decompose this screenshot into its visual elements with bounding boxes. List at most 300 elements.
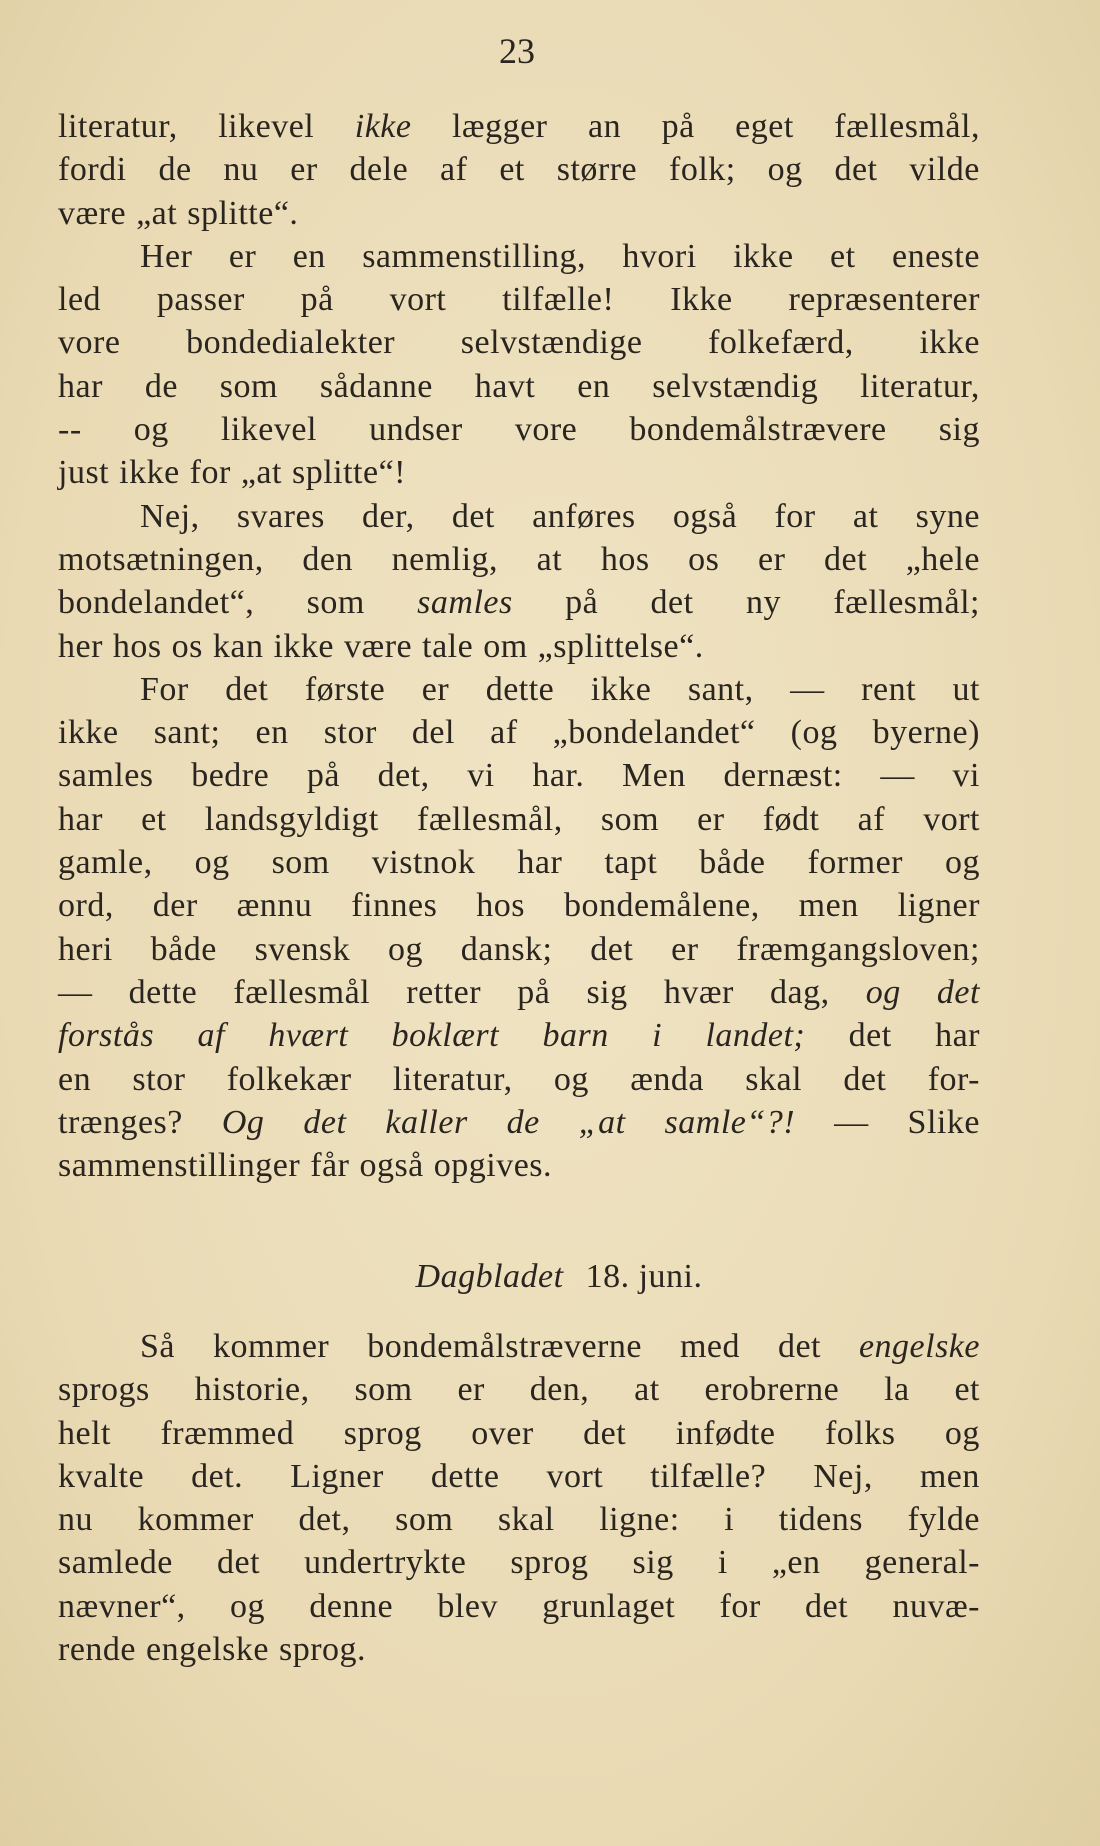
word: „bondelandet“ [552, 714, 756, 752]
word: det. [191, 1457, 244, 1495]
word: det [805, 1587, 849, 1625]
word: gamle, [58, 844, 153, 882]
word: tapt [604, 844, 658, 882]
word: sammenstillinger [58, 1147, 301, 1185]
word: dette [430, 1457, 500, 1495]
word: en [58, 1060, 92, 1098]
word: er [421, 670, 450, 708]
word: den [302, 540, 353, 578]
word: på [306, 757, 340, 795]
word: sant; [153, 714, 221, 752]
word: (og [790, 714, 838, 752]
word: tale [422, 627, 474, 665]
word: dansk; [460, 930, 553, 968]
text-line [58, 321, 980, 364]
text-line [58, 711, 980, 754]
word: vi [467, 757, 495, 795]
word: er [457, 1371, 485, 1409]
word: rende [58, 1631, 137, 1669]
word: for- [927, 1060, 980, 1098]
word: vore [514, 411, 578, 449]
word: det [590, 930, 634, 968]
word: dernæst: [723, 757, 843, 795]
text-line [58, 1585, 980, 1628]
word: ligne: [599, 1501, 680, 1539]
word: sprogs [58, 1371, 150, 1409]
word: la [884, 1371, 910, 1409]
word: første [304, 670, 386, 708]
text-line [58, 1144, 980, 1187]
word: det, [377, 757, 430, 795]
word: er [671, 930, 699, 968]
word: for [189, 454, 231, 492]
text-line [58, 1541, 980, 1584]
word: har [58, 800, 103, 838]
word: ikke [733, 237, 794, 275]
word: med [679, 1328, 740, 1365]
word: nuvæ- [892, 1587, 980, 1625]
word: at [536, 540, 563, 578]
word: nu [223, 151, 259, 189]
word: Men [622, 757, 686, 795]
word: denne [309, 1587, 394, 1625]
word: ikke [354, 108, 412, 145]
word: vore [58, 324, 121, 362]
word: skal [745, 1060, 803, 1098]
word: heri [58, 930, 113, 968]
word: grunlaget [542, 1587, 676, 1625]
text-line [58, 235, 980, 278]
word: fræmmed [160, 1414, 295, 1452]
text-line [58, 1058, 980, 1101]
word: — [834, 1103, 869, 1141]
word: undser [369, 411, 463, 449]
paragraph-block-english [58, 1325, 980, 1671]
word: engelske [858, 1328, 980, 1365]
word: for [774, 497, 816, 535]
word: har [935, 1017, 980, 1055]
word: både [150, 930, 217, 968]
word: på [517, 973, 551, 1011]
word: fordi [58, 151, 127, 189]
word: bedre [191, 757, 270, 795]
word: det [834, 151, 878, 189]
word: i [717, 1544, 728, 1582]
word: bondemålstræverne [367, 1328, 642, 1365]
text-line [58, 1412, 980, 1455]
word: det [216, 1544, 261, 1582]
word: hos [112, 627, 162, 665]
text-line [58, 798, 980, 841]
word: ikke [58, 714, 119, 752]
word: passer [156, 281, 245, 319]
word: hvært [268, 1017, 349, 1055]
word: likevel [220, 411, 317, 449]
word: hvori [622, 237, 697, 275]
word: fylde [907, 1501, 980, 1539]
word: vort [923, 800, 980, 838]
word: være [58, 194, 127, 232]
word: en [255, 714, 289, 752]
word: dag, [769, 973, 830, 1011]
dateline [58, 1255, 980, 1298]
word: kvalte [58, 1457, 145, 1495]
word: hos [600, 540, 650, 578]
word: hos [476, 887, 526, 925]
word: det [225, 670, 269, 708]
word: boklært [391, 1017, 500, 1055]
word: eget [735, 108, 794, 145]
word: fællesmål; [833, 584, 980, 622]
word: forstås [58, 1017, 155, 1055]
word: det, [298, 1501, 351, 1539]
paragraph-block-main [58, 105, 980, 1187]
word: Så [140, 1328, 175, 1365]
text-line [58, 1498, 980, 1541]
word: samlede [58, 1544, 173, 1582]
word: nemlig, [391, 540, 499, 578]
word: af [490, 714, 518, 752]
word: folks [824, 1414, 896, 1452]
word: både [699, 844, 766, 882]
word: retter [406, 973, 482, 1011]
word: bondedialekter [186, 324, 396, 362]
word: — [790, 670, 825, 708]
word: hvær [663, 973, 734, 1011]
text-line [58, 1014, 980, 1057]
word: der, [362, 497, 415, 535]
word: dette [485, 670, 555, 708]
word: det [303, 1103, 347, 1141]
dateline-date: 18. juni. [585, 1258, 703, 1295]
word: det [650, 584, 694, 622]
text-line [58, 1101, 980, 1144]
word: et [499, 151, 525, 189]
word: ænnu [236, 887, 313, 925]
word: sig [632, 1544, 674, 1582]
word: samle“?! [664, 1103, 796, 1141]
word: og [230, 1587, 266, 1625]
word: som [395, 1501, 454, 1539]
word: sprog [343, 1414, 422, 1452]
word: også [359, 1147, 424, 1185]
word: literatur, [392, 1060, 513, 1098]
word: — [880, 757, 915, 795]
word: samles [417, 584, 513, 622]
word: erobrerne [704, 1371, 840, 1409]
word: blev [437, 1587, 498, 1625]
word: — [58, 973, 93, 1011]
word: fællesmål, [834, 108, 980, 145]
word: splitte“! [291, 454, 406, 492]
word: folkekær [226, 1060, 352, 1098]
word: bondemålstrævere [629, 411, 887, 449]
word: historie, [194, 1371, 310, 1409]
word: infødte [675, 1414, 776, 1452]
page-number: 23 [499, 31, 535, 71]
text-line [58, 1368, 980, 1411]
word: literatur, [860, 367, 980, 405]
word: former [807, 844, 903, 882]
word: ikke [590, 670, 652, 708]
word: sprog [510, 1544, 589, 1582]
word: ord, [58, 887, 114, 925]
text-line [58, 408, 980, 451]
word: og [865, 973, 901, 1011]
word: Ligner [290, 1457, 384, 1495]
word: og [945, 844, 980, 882]
word: det [451, 497, 495, 535]
word: ligner [897, 887, 980, 925]
word: og [133, 411, 169, 449]
word: det [848, 1017, 892, 1055]
word: i [652, 1017, 663, 1055]
word: Nej, [140, 497, 200, 535]
word: af [440, 151, 468, 189]
word: syne [915, 497, 980, 535]
word: vort [389, 281, 447, 319]
word: og [194, 844, 230, 882]
word: dele [349, 151, 409, 189]
word: at [634, 1371, 660, 1409]
word: der [152, 887, 198, 925]
word: landet; [705, 1017, 806, 1055]
word: en [292, 237, 326, 275]
word: sprog. [278, 1631, 367, 1669]
word: ikke [273, 627, 335, 665]
word: født [762, 800, 820, 838]
word: del [411, 714, 455, 752]
text-line [58, 495, 980, 538]
word: byerne) [872, 714, 980, 752]
text-line [58, 278, 980, 321]
word: fællesmål [233, 973, 371, 1011]
word: bondelandet“, [58, 584, 255, 622]
text-line [58, 148, 980, 191]
text-line [58, 841, 980, 884]
word: for [719, 1587, 761, 1625]
word: på [300, 281, 334, 319]
word: og [944, 1414, 980, 1452]
word: bondemålene, [563, 887, 760, 925]
word: også [672, 497, 738, 535]
word: sig [938, 411, 980, 449]
word: er [228, 237, 257, 275]
word: som [219, 367, 278, 405]
word: har [58, 367, 103, 405]
text-line [58, 928, 980, 971]
word: vilde [909, 151, 980, 189]
word: tilfælle! [502, 281, 615, 319]
word: led [58, 281, 102, 319]
word: og [767, 151, 803, 189]
word: sammenstilling, [362, 237, 586, 275]
dateline-source: Dagbladet [415, 1258, 564, 1295]
word: „at [578, 1103, 626, 1141]
word: vistnok [371, 844, 476, 882]
word: nævner“, [58, 1587, 186, 1625]
word: nu [58, 1501, 93, 1539]
word: kommer [212, 1328, 330, 1365]
text-line [58, 625, 980, 668]
text-line [58, 884, 980, 927]
text-line [58, 754, 980, 797]
word: være [344, 627, 413, 665]
word: folkefærd, [708, 324, 854, 362]
text-line [58, 1455, 980, 1498]
word: folk; [669, 151, 736, 189]
word: er [290, 151, 318, 189]
word: sig [586, 973, 628, 1011]
word: sant, [687, 670, 754, 708]
word: sådanne [319, 367, 433, 405]
text-line [58, 365, 980, 408]
word: finnes [351, 887, 438, 925]
word: opgives. [433, 1147, 553, 1185]
word: rent [861, 670, 917, 708]
word: trænges? [58, 1103, 183, 1141]
text-line [58, 538, 980, 581]
word: os [171, 627, 203, 665]
word: det [777, 1328, 821, 1365]
word: er [697, 800, 725, 838]
word: Slike [907, 1103, 980, 1141]
text-line [58, 451, 980, 494]
text-line [58, 1325, 980, 1368]
word: ut [952, 670, 980, 708]
word: en [577, 367, 611, 405]
dateline-line [58, 1255, 980, 1298]
word: an [587, 108, 622, 145]
word: ikke [119, 454, 180, 492]
word: svares [236, 497, 325, 535]
word: kan [212, 627, 264, 665]
word: samles [58, 757, 154, 795]
word: vort [546, 1457, 604, 1495]
word: ny [745, 584, 781, 622]
word: selvstændige [460, 324, 643, 362]
word: som [271, 844, 330, 882]
word: lægger [451, 108, 548, 145]
word: fræmgangsloven; [736, 930, 980, 968]
word: af [857, 800, 886, 838]
word: på [565, 584, 599, 622]
word: stor [323, 714, 377, 752]
word: anføres [532, 497, 636, 535]
word: splitte“. [187, 194, 299, 232]
word: ænda [630, 1060, 704, 1098]
word: det [843, 1060, 887, 1098]
word: det [583, 1414, 627, 1452]
word: det [824, 540, 868, 578]
word: engelske [146, 1631, 269, 1669]
word: som [306, 584, 365, 622]
word: vi [952, 757, 980, 795]
text-line [58, 581, 980, 624]
word: de [158, 151, 192, 189]
word: „hele [905, 540, 980, 578]
word: selvstændig [652, 367, 819, 405]
word: -- [58, 411, 82, 449]
word: den, [529, 1371, 590, 1409]
word: de [506, 1103, 540, 1141]
word: Her [140, 237, 193, 275]
text-line [58, 192, 980, 235]
text-line [58, 1628, 980, 1671]
word: landsgyldigt [204, 800, 379, 838]
word: som [354, 1371, 413, 1409]
word: svensk [254, 930, 351, 968]
word: kommer [137, 1501, 254, 1539]
word: her [58, 627, 103, 665]
word: os [688, 540, 720, 578]
word: general- [864, 1544, 980, 1582]
word: som [600, 800, 660, 838]
word: et [954, 1371, 980, 1409]
word: likevel [218, 108, 315, 145]
word: motsætningen, [58, 540, 264, 578]
word: literatur, [58, 108, 178, 145]
word: Nej, [813, 1457, 873, 1495]
word: et [830, 237, 856, 275]
word: „en [771, 1544, 821, 1582]
word: af [197, 1017, 225, 1055]
word: de [144, 367, 178, 405]
word: har [517, 844, 563, 882]
word: et [141, 800, 167, 838]
word: i [724, 1501, 735, 1539]
text-line [58, 668, 980, 711]
text-line [58, 971, 980, 1014]
word: og [387, 930, 423, 968]
word: For [140, 670, 189, 708]
word: tidens [778, 1501, 863, 1539]
word: helt [58, 1414, 111, 1452]
word: over [471, 1414, 534, 1452]
word: Og [221, 1103, 265, 1141]
word: skal [497, 1501, 555, 1539]
word: er [758, 540, 786, 578]
word: undertrykte [304, 1544, 467, 1582]
word: stor [132, 1060, 186, 1098]
word: barn [542, 1017, 609, 1055]
word: om [483, 627, 528, 665]
word: kaller [385, 1103, 468, 1141]
word: det [936, 973, 980, 1011]
word: repræsenterer [788, 281, 980, 319]
word: og [553, 1060, 589, 1098]
word: „splittelse“. [537, 627, 704, 665]
word: tilfælle? [650, 1457, 767, 1495]
word: fællesmål, [417, 800, 563, 838]
word: har. [532, 757, 585, 795]
word: men [798, 887, 859, 925]
word: just [58, 454, 110, 492]
word: eneste [891, 237, 980, 275]
word: at [852, 497, 879, 535]
word: men [919, 1457, 980, 1495]
word: ikke [919, 324, 980, 362]
word: dette [128, 973, 198, 1011]
word: „at [136, 194, 178, 232]
word: større [556, 151, 638, 189]
word: får [310, 1147, 350, 1185]
text-line [58, 105, 980, 148]
word: Ikke [670, 281, 733, 319]
word: „at [240, 454, 282, 492]
word: på [661, 108, 695, 145]
word: havt [474, 367, 536, 405]
